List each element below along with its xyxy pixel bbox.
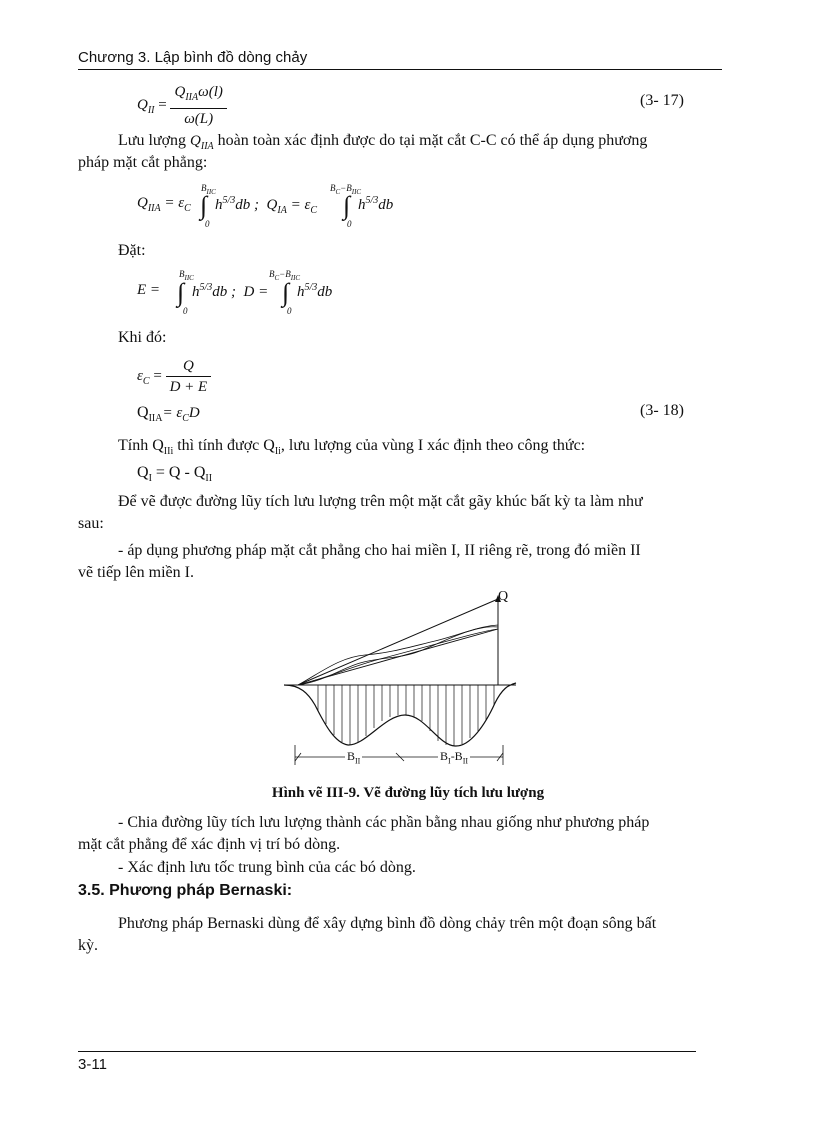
integral-e-lower-limit: 0 (183, 306, 188, 316)
integral1-body: $h^{5/3}db$ ; $Q_{IA} = \varepsilon_C$ (215, 195, 318, 216)
section-heading: 3.5. Phương pháp Bernaski: (78, 882, 293, 899)
equation-number-3-18: (3- 18) (640, 402, 684, 419)
paragraph-divide-line2: mặt cắt phẳng để xác định vị trí bó dòng. (78, 836, 341, 853)
integral2-upper-limit: $B_C-B_{IIC}$ (330, 183, 362, 196)
integral-d-upper-limit: $B_C-B_{IIC}$ (269, 269, 301, 282)
total-flow-line (298, 599, 498, 685)
paragraph-bernaski-line1: Phương pháp Bernaski dùng để xây dựng bình đồ dòng chảy trên một đoạn sông bất (118, 915, 657, 932)
equation-3-17: $Q_{II}$ = $\frac{Q_{IIA}\omega(l)}{\omega(L)}$ (137, 82, 227, 129)
integral-e-sign: ∫ (177, 278, 185, 307)
label-khi-do: Khi đó: (118, 329, 167, 346)
footer-rule (78, 1051, 696, 1052)
paragraph-flow-line2: pháp mặt cắt phẳng: (78, 154, 208, 171)
paragraph-procedure-line1: Để vẽ được đường lũy tích lưu lượng trên một mặt cắt gãy khúc bất kỳ ta làm như (118, 493, 643, 510)
integral1-sign: ∫ (200, 191, 208, 220)
equation-number-3-17: (3- 17) (640, 92, 684, 109)
paragraph-divide-line1: - Chia đường lũy tích lưu lượng thành các phần bằng nhau giống như phương pháp (118, 814, 650, 831)
integral-d-sign: ∫ (282, 278, 290, 307)
figure-flow-accumulation (270, 585, 540, 780)
riverbed-profile (284, 683, 516, 746)
integral-d-lower-limit: 0 (287, 306, 292, 316)
paragraph-apply-line2: vẽ tiếp lên miền I. (78, 564, 194, 581)
integral1-upper-limit: $B_{IIC}$ (201, 183, 216, 196)
paragraph-flow-line1: Lưu lượng $Q_{IIA}$ hoàn toàn xác định được do tại mặt cắt C-C có thể áp dụng phương (118, 132, 648, 152)
integral2-body: $h^{5/3}db$ (358, 195, 394, 213)
paragraph-velocity: - Xác định lưu tốc trung bình của các bó dòng. (118, 859, 416, 876)
equation-q-integrals: $Q_{IIA} = \varepsilon_C$ (137, 195, 191, 214)
figure-q-label: Q (498, 589, 509, 604)
paragraph-compute-qi: Tính $Q_{IIi}$ thì tính được $Q_{Ii}$, lưu lượng của vùng I xác định theo công thức: (118, 437, 586, 458)
header-rule (78, 69, 722, 70)
paragraph-procedure-line2: sau: (78, 515, 104, 532)
equation-qi: $Q_I = Q - Q_{II}$ (137, 464, 213, 485)
label-dat: Đặt: (118, 242, 146, 259)
integral2-lower-limit: 0 (347, 219, 352, 229)
integral-d-body: $h^{5/3}db$ (297, 282, 333, 300)
paragraph-apply-line1: - áp dụng phương pháp mặt cắt phẳng cho hai miền I, II riêng rẽ, trong đó miền II (118, 542, 641, 559)
page-number: 3-11 (78, 1056, 107, 1073)
integral-e-body: $h^{5/3}db$ ; D = (192, 282, 269, 300)
figure-bi-bii-label: $B_I-B_{II}$ (440, 749, 469, 766)
running-header: Chương 3. Lập bình đồ dòng chảy (78, 49, 308, 66)
figure-caption: Hình vẽ III-9. Vẽ đường lũy tích lưu lượng (271, 785, 545, 801)
integral2-sign: ∫ (343, 191, 351, 220)
figure-bii-label: $B_{II}$ (347, 749, 361, 766)
equation-e: E = (137, 282, 161, 298)
equation-3-18: $Q_{IIA}= \varepsilon_CD$ (137, 404, 200, 425)
equation-epsilon: $\varepsilon_C$ = $\frac{Q}{D + E}$ (137, 356, 211, 397)
integral1-lower-limit: 0 (205, 219, 210, 229)
paragraph-bernaski-line2: kỳ. (78, 937, 98, 954)
integral-e-upper-limit: $B_{IIC}$ (179, 269, 194, 282)
